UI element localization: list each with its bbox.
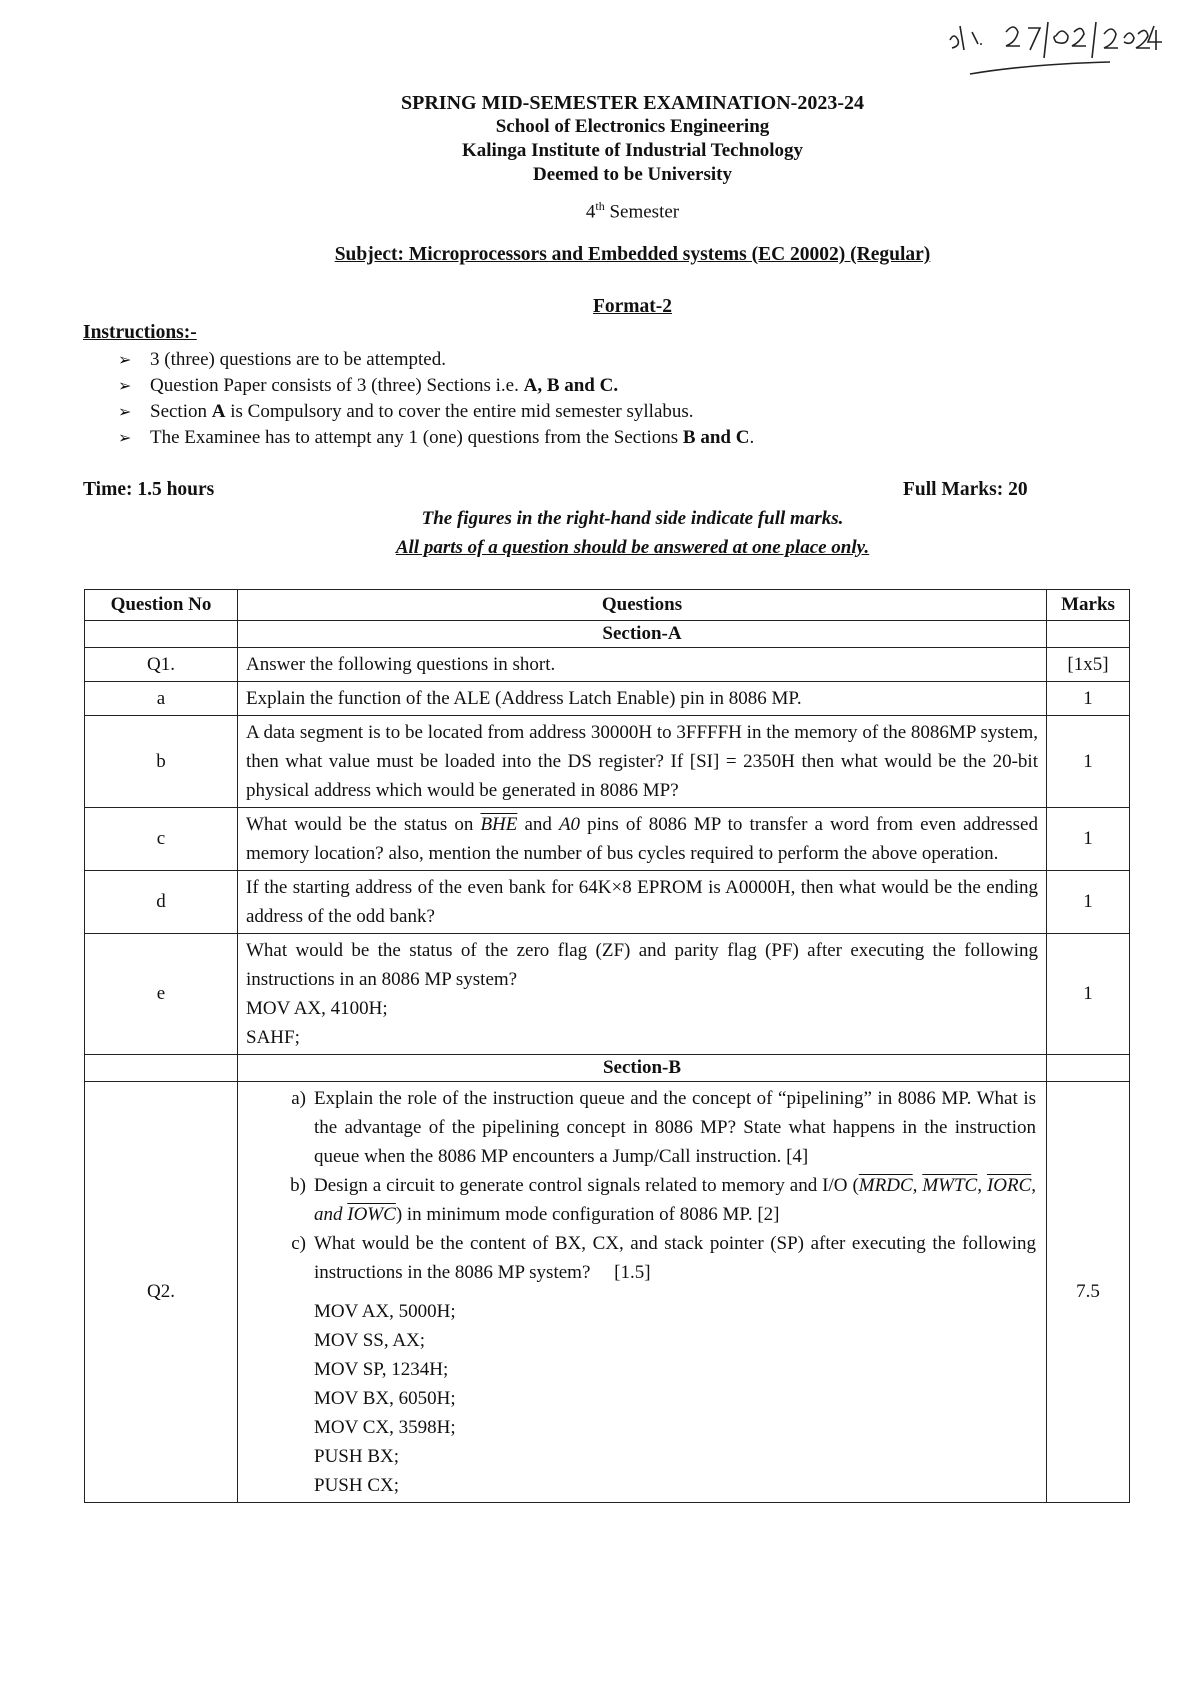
instruction-item: ➢ Question Paper consists of 3 (three) Sections i.e. A, B and C. <box>118 373 1018 399</box>
table-header-row <box>85 590 1130 621</box>
question-text: Explain the function of the ALE (Address Latch Enable) pin in 8086 MP. <box>238 682 1047 716</box>
section-b-label: Section-B <box>238 1055 1047 1082</box>
exam-time: Time: 1.5 hours <box>83 479 215 500</box>
sub-question: c) What would be the content of BX, CX, and stack pointer (SP) after executing the following instructions in the 8086 MP system? [1.5] <box>291 1233 1041 1283</box>
section-a-label: Section-A <box>238 621 1047 648</box>
section-row <box>85 1055 1130 1082</box>
question-no: Q1. <box>85 648 238 682</box>
arrow-bullet-icon: ➢ <box>118 350 132 369</box>
instructions-title: Instructions:- <box>83 322 197 343</box>
semester: 4th Semester <box>585 199 680 223</box>
question-marks: 1 <box>1047 808 1130 871</box>
question-marks: [1x5] <box>1047 648 1130 682</box>
table-row <box>85 934 1130 1055</box>
code-line: MOV BX, 6050H; <box>314 1388 456 1409</box>
handwritten-date <box>940 10 1180 80</box>
question-text: What would be the status on $\overline{BHE}$ and A0 pins of 8086 MP to transfer a word from even addressed memory location? also, mention the number of bus cycles required to perform the above operation. <box>238 808 1047 871</box>
header-question-no: Question No <box>85 590 238 621</box>
code-line: PUSH BX; <box>314 1446 399 1467</box>
code-line: PUSH CX; <box>314 1475 399 1496</box>
university-status: Deemed to be University <box>533 164 732 185</box>
code-line: MOV CX, 3598H; <box>314 1417 456 1438</box>
instruction-item: ➢ 3 (three) questions are to be attempted. <box>118 347 1018 373</box>
question-marks: 1 <box>1047 934 1130 1055</box>
arrow-bullet-icon: ➢ <box>118 376 132 395</box>
format-label: Format-2 <box>592 296 673 317</box>
code-line: MOV SS, AX; <box>314 1330 426 1351</box>
arrow-bullet-icon: ➢ <box>118 402 132 421</box>
table-row <box>85 648 1130 682</box>
arrow-bullet-icon: ➢ <box>118 428 132 447</box>
answer-note: All parts of a question should be answered at one place only. <box>395 537 870 558</box>
code-block <box>274 1297 1036 1500</box>
questions-table <box>84 589 1130 1503</box>
question-marks: 1 <box>1047 682 1130 716</box>
question-marks: 1 <box>1047 871 1130 934</box>
question-text: Answer the following questions in short. <box>238 648 1047 682</box>
marks-note: The figures in the right-hand side indicate full marks. <box>421 508 844 529</box>
school-name: School of Electronics Engineering <box>495 116 770 137</box>
table-row <box>85 716 1130 808</box>
header-marks: Marks <box>1047 590 1130 621</box>
question-no: b <box>85 716 238 808</box>
instructions-list <box>118 347 1018 451</box>
question-no: a <box>85 682 238 716</box>
table-row <box>85 682 1130 716</box>
table-row <box>85 808 1130 871</box>
section-row <box>85 621 1130 648</box>
exam-title: SPRING MID-SEMESTER EXAMINATION-2023-24 <box>401 92 864 114</box>
question-no: d <box>85 871 238 934</box>
question-marks: 1 <box>1047 716 1130 808</box>
exam-header <box>0 92 1200 223</box>
code-line: SAHF; <box>246 1027 300 1048</box>
subject-line: Subject: Microprocessors and Embedded systems (EC 20002) (Regular) <box>334 244 931 265</box>
question-no: c <box>85 808 238 871</box>
question-text: If the starting address of the even bank for 64K×8 EPROM is A0000H, then what would be the ending address of the odd bank? <box>238 871 1047 934</box>
question-no: e <box>85 934 238 1055</box>
question-text: A data segment is to be located from address 30000H to 3FFFFH in the memory of the 8086MP system, then what value must be loaded into the DS register? If [SI] = 2350H then what would be the 20-bit physical address which would be generated in 8086 MP? <box>238 716 1047 808</box>
instruction-item: ➢ The Examinee has to attempt any 1 (one) questions from the Sections B and C. <box>118 425 1018 451</box>
sub-question: a) Explain the role of the instruction queue and the concept of “pipelining” in 8086 MP. What is the advantage of the pipelining concept in 8086 MP? State what happens in the instruction queue when the 8086 MP encounters a Jump/Call instruction. [4] <box>291 1088 1036 1167</box>
table-row <box>85 871 1130 934</box>
code-line: MOV AX, 5000H; <box>314 1301 456 1322</box>
question-text <box>238 1082 1047 1503</box>
table-row <box>85 1082 1130 1503</box>
full-marks: Full Marks: 20 <box>903 479 1028 500</box>
a0-signal: A0 <box>558 814 581 835</box>
header-questions: Questions <box>238 590 1047 621</box>
instruction-item: ➢ Section A is Compulsory and to cover the entire mid semester syllabus. <box>118 399 1018 425</box>
code-line: MOV AX, 4100H; <box>246 998 388 1019</box>
question-no: Q2. <box>85 1082 238 1503</box>
institute-name: Kalinga Institute of Industrial Technology <box>461 140 804 161</box>
bhe-signal: $\overline{BHE}$ <box>480 814 518 835</box>
sub-question: b) Design a circuit to generate control signals related to memory and I/O (MRDC, MWTC, IORC, and IOWC) in minimum mode configuration of 8086 MP. [2] <box>290 1175 1037 1225</box>
question-text: What would be the status of the zero flag (ZF) and parity flag (PF) after executing the following instructions in an 8086 MP system? MOV AX, 4100H; SAHF; <box>238 934 1047 1055</box>
question-marks: 7.5 <box>1047 1082 1130 1503</box>
code-line: MOV SP, 1234H; <box>314 1359 449 1380</box>
